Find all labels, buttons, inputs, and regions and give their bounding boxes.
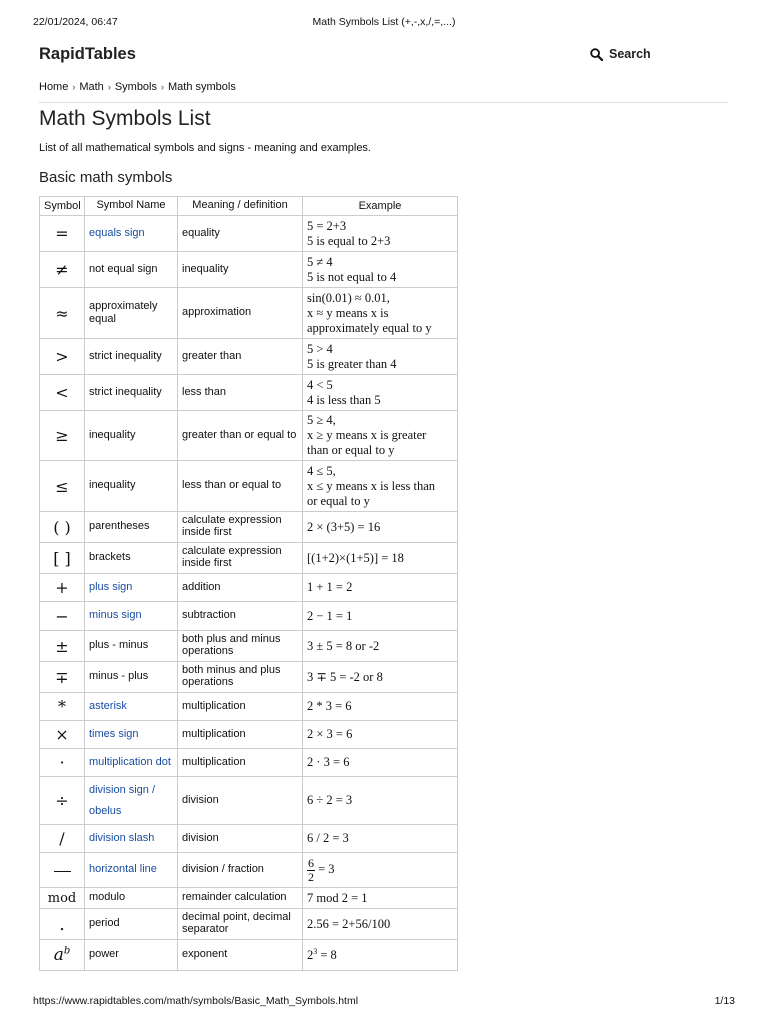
symbol-cell: ≥ xyxy=(40,411,85,461)
symbol-cell: ± xyxy=(40,631,85,662)
search-button[interactable] xyxy=(590,45,651,63)
table-row xyxy=(40,777,458,825)
example-cell: [(1+2)×(1+5)] = 18 xyxy=(303,543,458,574)
breadcrumb-math-symbols[interactable]: Math symbols xyxy=(168,81,236,93)
symbol-name-cell: strict inequality xyxy=(85,339,178,375)
chevron-right-icon: › xyxy=(72,82,76,92)
breadcrumb-math[interactable]: Math xyxy=(79,81,104,93)
symbol-name-link[interactable]: equals sign xyxy=(89,226,145,239)
meaning-cell: calculate expression inside first xyxy=(178,543,303,574)
example-cell: $2^3 = 8$ xyxy=(303,940,458,971)
search-label: Search xyxy=(609,47,651,61)
table-row xyxy=(40,512,458,543)
symbol-cell: $a^b$ xyxy=(40,940,85,971)
table-row xyxy=(40,749,458,777)
symbol-name-cell: not equal sign xyxy=(85,252,178,288)
meaning-cell: addition xyxy=(178,574,303,602)
table-row xyxy=(40,631,458,662)
table-row xyxy=(40,662,458,693)
symbol-name-cell: inequality xyxy=(85,411,178,461)
table-row xyxy=(40,909,458,940)
symbol-name-cell: inequality xyxy=(85,461,178,512)
meaning-cell: subtraction xyxy=(178,602,303,631)
chevron-right-icon: › xyxy=(161,82,164,92)
meaning-cell: equality xyxy=(178,216,303,252)
meaning-cell: division / fraction xyxy=(178,853,303,888)
fraction: $\frac{6}{2}$ xyxy=(308,855,314,884)
symbol-name-cell: brackets xyxy=(85,543,178,574)
column-header-example: Example xyxy=(303,197,458,216)
symbol-cell: × xyxy=(40,721,85,749)
example-cell: sin(0.01) ≈ 0.01, x ≈ y means x is approximately equal to y xyxy=(303,288,458,339)
symbol-cell: > xyxy=(40,339,85,375)
example-cell: 2.56 = 2+56/100 xyxy=(303,909,458,940)
symbol-name-link[interactable]: multiplication dot xyxy=(89,755,171,768)
meaning-cell: less than xyxy=(178,375,303,411)
symbol-cell: = xyxy=(40,216,85,252)
example-cell: 2 × 3 = 6 xyxy=(303,721,458,749)
meaning-cell: less than or equal to xyxy=(178,461,303,512)
table-row xyxy=(40,602,458,631)
symbol-name-link[interactable]: division sign / obelus xyxy=(89,783,156,817)
symbol-cell: − xyxy=(40,602,85,631)
symbol-name-link[interactable]: division slash xyxy=(89,831,155,844)
column-header-meaning: Meaning / definition xyxy=(178,197,303,216)
table-row xyxy=(40,375,458,411)
horizontal-line-symbol xyxy=(54,871,71,872)
example-cell: 5 ≥ 4, x ≥ y means x is greater than or equal to y xyxy=(303,411,458,461)
symbol-name-cell: modulo xyxy=(85,888,178,909)
example-cell: 5 = 2+3 5 is equal to 2+3 xyxy=(303,216,458,252)
symbol-cell: . xyxy=(40,909,85,940)
example-cell: 3 ± 5 = 8 or -2 xyxy=(303,631,458,662)
header-divider xyxy=(39,102,728,103)
symbol-name-cell: period xyxy=(85,909,178,940)
meaning-cell: both minus and plus operations xyxy=(178,662,303,693)
breadcrumb xyxy=(39,81,236,93)
table-row xyxy=(40,940,458,971)
print-document-title: Math Symbols List (+,-,x,/,=,...) xyxy=(312,16,456,28)
symbol-name-link[interactable]: times sign xyxy=(89,727,139,740)
symbol-name-link[interactable]: asterisk xyxy=(89,699,127,712)
symbol-cell xyxy=(40,853,85,888)
breadcrumb-symbols[interactable]: Symbols xyxy=(114,81,157,93)
meaning-cell: multiplication xyxy=(178,693,303,721)
page-intro: List of all mathematical symbols and signs - meaning and examples. xyxy=(39,142,371,154)
table-row xyxy=(40,252,458,288)
table-row xyxy=(40,574,458,602)
chevron-right-icon: › xyxy=(107,82,111,92)
symbol-cell: mod xyxy=(40,888,85,909)
print-url: https://www.rapidtables.com/math/symbols/Basic_Math_Symbols.html xyxy=(33,995,359,1007)
meaning-cell: multiplication xyxy=(178,721,303,749)
print-page-number: 1/13 xyxy=(714,995,735,1007)
symbol-name-cell: strict inequality xyxy=(85,375,178,411)
symbol-name-cell: plus - minus xyxy=(85,631,178,662)
example-cell: 4 < 5 4 is less than 5 xyxy=(303,375,458,411)
search-icon xyxy=(590,48,603,61)
meaning-cell: both plus and minus operations xyxy=(178,631,303,662)
symbol-cell: ≈ xyxy=(40,288,85,339)
table-row xyxy=(40,721,458,749)
meaning-cell: division xyxy=(178,777,303,825)
example-cell: 6 / 2 = 3 xyxy=(303,825,458,853)
table-row xyxy=(40,339,458,375)
example-cell: $\frac{6}{2}$ = 3 xyxy=(303,853,458,888)
example-cell: 3 ∓ 5 = -2 or 8 xyxy=(303,662,458,693)
column-header-name: Symbol Name xyxy=(85,197,178,216)
table-row xyxy=(40,543,458,574)
symbol-cell: < xyxy=(40,375,85,411)
symbol-cell: ∓ xyxy=(40,662,85,693)
section-heading: Basic math symbols xyxy=(39,169,173,186)
table-row xyxy=(40,853,458,888)
print-datetime: 22/01/2024, 06:47 xyxy=(33,16,118,28)
print-header xyxy=(33,16,735,30)
symbol-name-cell: parentheses xyxy=(85,512,178,543)
example-cell: 1 + 1 = 2 xyxy=(303,574,458,602)
example-cell: 2 * 3 = 6 xyxy=(303,693,458,721)
symbol-name-link[interactable]: horizontal line xyxy=(89,863,157,876)
meaning-cell: decimal point, decimal separator xyxy=(178,909,303,940)
example-cell: 2 · 3 = 6 xyxy=(303,749,458,777)
symbol-name-cell: minus - plus xyxy=(85,662,178,693)
example-cell: 2 × (3+5) = 16 xyxy=(303,512,458,543)
site-logo[interactable]: RapidTables xyxy=(39,45,136,63)
symbol-cell: * xyxy=(40,693,85,721)
table-row xyxy=(40,825,458,853)
table-row xyxy=(40,888,458,909)
table-row xyxy=(40,411,458,461)
example-cell: 5 > 4 5 is greater than 4 xyxy=(303,339,458,375)
meaning-cell: greater than xyxy=(178,339,303,375)
meaning-cell: multiplication xyxy=(178,749,303,777)
example-cell: 7 mod 2 = 1 xyxy=(303,888,458,909)
example-cell: 4 ≤ 5, x ≤ y means x is less than or equal to y xyxy=(303,461,458,512)
symbols-table xyxy=(39,196,458,971)
meaning-cell: exponent xyxy=(178,940,303,971)
example-cell: 2 − 1 = 1 xyxy=(303,602,458,631)
page-title: Math Symbols List xyxy=(39,107,211,130)
symbol-cell: ( ) xyxy=(40,512,85,543)
table-row xyxy=(40,461,458,512)
print-footer xyxy=(33,995,735,1009)
meaning-cell: greater than or equal to xyxy=(178,411,303,461)
symbol-cell: ≤ xyxy=(40,461,85,512)
symbol-name-link[interactable]: plus sign xyxy=(89,580,133,593)
symbol-name-cell: power xyxy=(85,940,178,971)
table-row xyxy=(40,216,458,252)
meaning-cell: inequality xyxy=(178,252,303,288)
symbol-cell: [ ] xyxy=(40,543,85,574)
symbol-name-link[interactable]: minus sign xyxy=(89,609,142,622)
symbol-cell: ÷ xyxy=(40,777,85,825)
example-cell: 5 ≠ 4 5 is not equal to 4 xyxy=(303,252,458,288)
meaning-cell: remainder calculation xyxy=(178,888,303,909)
symbol-cell: ≠ xyxy=(40,252,85,288)
symbol-cell: / xyxy=(40,825,85,853)
column-header-symbol: Symbol xyxy=(40,197,85,216)
meaning-cell: calculate expression inside first xyxy=(178,512,303,543)
example-cell: 6 ÷ 2 = 3 xyxy=(303,777,458,825)
table-header-row xyxy=(40,197,458,216)
table-row xyxy=(40,693,458,721)
breadcrumb-home[interactable]: Home xyxy=(39,81,69,93)
meaning-cell: division xyxy=(178,825,303,853)
symbol-cell: + xyxy=(40,574,85,602)
symbol-name-cell: approximately equal xyxy=(85,288,178,339)
meaning-cell: approximation xyxy=(178,288,303,339)
symbol-cell: · xyxy=(40,749,85,777)
table-row xyxy=(40,288,458,339)
